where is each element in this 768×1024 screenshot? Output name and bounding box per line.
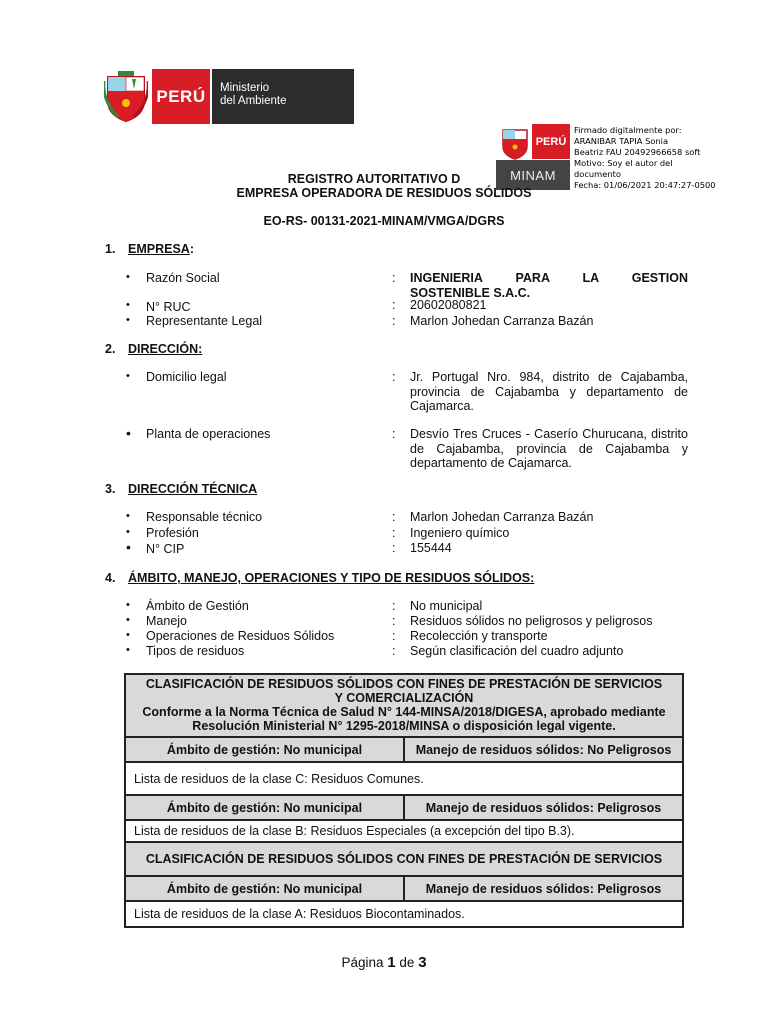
field-label: Razón Social — [146, 271, 220, 285]
field-label: Planta de operaciones — [146, 427, 271, 441]
table-list-row: Lista de residuos de la clase A: Residuos Biocontaminados. — [126, 900, 682, 926]
section-ambito-heading: 4. ÁMBITO, MANEJO, OPERACIONES Y TIPO DE RESIDUOS SÓLIDOS: — [105, 571, 535, 585]
field-value: INGENIERIA PARA LA GESTION SOSTENIBLE S.A.C. — [410, 271, 688, 300]
field-value: Jr. Portugal Nro. 984, distrito de Cajabamba, provincia de Cajabamba y departamento de Cajamarca. — [410, 370, 688, 413]
manejo-cell: Manejo de residuos sólidos: Peligrosos — [425, 881, 662, 896]
field-value: Marlon Johedan Carranza Bazán — [410, 314, 594, 328]
field-label: Operaciones de Residuos Sólidos — [146, 629, 335, 643]
section-empresa-heading: 1. EMPRESA: — [105, 242, 194, 256]
ambito-cell: Ámbito de gestión: No municipal — [126, 796, 405, 819]
field-value: Recolección y transporte — [410, 629, 548, 643]
stamp-peru-label: PERÚ — [532, 124, 570, 159]
peru-coat-of-arms-icon — [500, 126, 530, 160]
field-label: Representante Legal — [146, 314, 263, 328]
table-header-services: CLASIFICACIÓN DE RESIDUOS SÓLIDOS CON FINES DE PRESTACIÓN DE SERVICIOS — [126, 841, 682, 875]
stamp-minam-label: MINAM — [496, 160, 570, 190]
bullet-icon: • — [126, 629, 130, 641]
table-list-row: Lista de residuos de la clase C: Residuos Comunes. — [126, 761, 682, 794]
bullet-icon: • — [126, 539, 131, 555]
field-value: 155444 — [410, 541, 452, 555]
signature-line: Beatriz FAU 20492966658 soft — [574, 147, 701, 157]
field-value: Marlon Johedan Carranza Bazán — [410, 510, 594, 524]
field-label: Manejo — [146, 614, 187, 628]
bullet-icon: • — [126, 599, 130, 611]
ministry-name — [212, 69, 354, 124]
field-value: 20602080821 — [410, 298, 487, 312]
field-value: Ingeniero químico — [410, 526, 510, 540]
classification-table — [124, 673, 684, 928]
document-title-line1: REGISTRO AUTORITATIVO D — [287, 172, 461, 186]
manejo-cell: Manejo de residuos sólidos: Peligrosos — [425, 800, 662, 815]
bullet-icon: • — [126, 370, 130, 382]
section-direccion-heading: 2. DIRECCIÓN: — [105, 342, 203, 356]
field-label: N° RUC — [146, 300, 191, 314]
table-subheader-row — [126, 794, 682, 819]
bullet-icon: • — [126, 314, 130, 326]
field-value: Residuos sólidos no peligrosos y peligrosos — [410, 614, 653, 628]
bullet-icon: • — [126, 526, 130, 538]
field-value: Según clasificación del cuadro adjunto — [410, 644, 624, 658]
field-label: N° CIP — [146, 542, 185, 556]
bullet-icon: • — [126, 299, 130, 311]
table-header-commercial: CLASIFICACIÓN DE RESIDUOS SÓLIDOS CON FINES DE PRESTACIÓN DE SERVICIOS Y COMERCIALIZACIÓN Conforme a la Norma Técnica de Salud N° 144-MINSA/2018/DIGESA, aprobado mediante Resolución Ministerial N° 1295-2018/MINSA o disposición legal vigente. — [126, 675, 682, 736]
bullet-icon: • — [126, 271, 130, 283]
signature-line: documento — [574, 169, 621, 179]
section-direccion-tecnica-heading: 3. DIRECCIÓN TÉCNICA — [105, 482, 258, 496]
document-title-line2: EMPRESA OPERADORA DE RESIDUOS SÓLIDOS — [236, 186, 532, 200]
peru-coat-of-arms-icon — [104, 71, 148, 123]
table-subheader-row — [126, 875, 682, 900]
ministry-line1: Ministerio — [220, 82, 270, 94]
field-value: Desvío Tres Cruces - Caserío Churucana, distrito de Cajabamba, provincia de Cajabamba y departamento de Cajamarca. — [410, 427, 688, 470]
field-label: Tipos de residuos — [146, 644, 245, 658]
table-subheader-row — [126, 736, 682, 761]
manejo-cell: Manejo de residuos sólidos: No Peligrosos — [415, 742, 672, 757]
field-label: Responsable técnico — [146, 510, 263, 524]
field-label: Domicilio legal — [146, 370, 227, 384]
signature-line: Firmado digitalmente por: — [574, 125, 682, 135]
table-list-row: Lista de residuos de la clase B: Residuos Especiales (a excepción del tipo B.3). — [126, 819, 682, 841]
page-number: Página 1 de 3 — [341, 954, 427, 971]
ambito-cell: Ámbito de gestión: No municipal — [126, 738, 405, 761]
ministry-logo — [104, 69, 287, 124]
field-label: Profesión — [146, 526, 199, 540]
registration-code: EO-RS- 00131-2021-MINAM/VMGA/DGRS — [263, 214, 505, 228]
bullet-icon: • — [126, 644, 130, 656]
ministry-line2: del Ambiente — [220, 95, 287, 107]
ambito-cell: Ámbito de gestión: No municipal — [126, 877, 405, 900]
field-value: No municipal — [410, 599, 483, 613]
signature-line: ARANIBAR TAPIA Sonia — [574, 136, 669, 146]
field-label: Ámbito de Gestión — [146, 599, 249, 613]
bullet-icon: • — [126, 614, 130, 626]
peru-brand-label: PERÚ — [152, 69, 210, 124]
bullet-icon: • — [126, 425, 131, 441]
bullet-icon: • — [126, 510, 130, 522]
signature-line: Motivo: Soy el autor del — [574, 158, 673, 168]
signature-line: Fecha: 01/06/2021 20:47:27-0500 — [574, 180, 716, 190]
